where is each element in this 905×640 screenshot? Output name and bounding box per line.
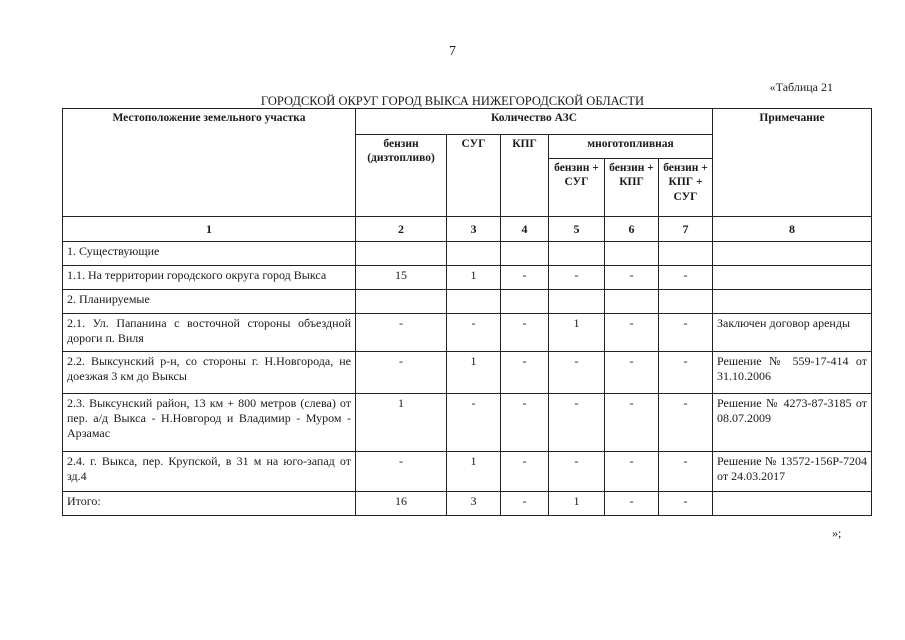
value-cell: 3 xyxy=(447,492,501,516)
total-row xyxy=(63,492,872,516)
location-cell: 1.1. На территории городского округа город Выкса xyxy=(63,266,356,290)
value-cell: - xyxy=(501,492,549,516)
header-count: Количество АЗС xyxy=(356,109,713,135)
section-row-planned xyxy=(63,290,872,314)
note-cell: Решение № 559-17-414 от 31.10.2006 xyxy=(713,352,872,394)
value-cell: 1 xyxy=(549,314,605,352)
value-cell: - xyxy=(356,314,447,352)
value-cell: 1 xyxy=(447,452,501,492)
value-cell: 1 xyxy=(356,394,447,452)
column-number: 8 xyxy=(713,217,872,242)
value-cell: 1 xyxy=(549,492,605,516)
table-title: ГОРОДСКОЙ ОКРУГ ГОРОД ВЫКСА НИЖЕГОРОДСКОЙ ОБЛАСТИ xyxy=(260,94,645,108)
value-cell: - xyxy=(501,352,549,394)
location-cell: 2.2. Выксунский р-н, со стороны г. Н.Новгорода, не доезжая 3 км до Выксы xyxy=(63,352,356,394)
table-row xyxy=(63,266,872,290)
page-number: 7 xyxy=(449,44,456,59)
header-petrol: бензин (дизтопливо) xyxy=(356,135,447,217)
header-note: Примечание xyxy=(713,109,872,217)
table-row xyxy=(63,314,872,352)
table-row xyxy=(63,352,872,394)
value-cell: 1 xyxy=(447,266,501,290)
header-petrol-kpg-sug: бензин + КПГ + СУГ xyxy=(659,159,713,217)
header-petrol-kpg: бензин + КПГ xyxy=(605,159,659,217)
closing-mark: »; xyxy=(832,526,842,540)
table-label: «Таблица 21 xyxy=(769,80,833,94)
value-cell: - xyxy=(356,352,447,394)
value-cell: - xyxy=(447,394,501,452)
value-cell: - xyxy=(549,266,605,290)
section-label: 2. Планируемые xyxy=(63,290,356,314)
value-cell: - xyxy=(501,314,549,352)
value-cell: - xyxy=(659,352,713,394)
value-cell: - xyxy=(501,452,549,492)
value-cell: - xyxy=(549,352,605,394)
value-cell: - xyxy=(659,314,713,352)
location-cell: 2.4. г. Выкса, пер. Крупской, в 31 м на юго-запад от зд.4 xyxy=(63,452,356,492)
value-cell: 1 xyxy=(447,352,501,394)
gas-stations-table xyxy=(62,108,872,516)
value-cell: - xyxy=(659,492,713,516)
value-cell: - xyxy=(605,314,659,352)
note-cell: Решение № 13572-156Р-7204 от 24.03.2017 xyxy=(713,452,872,492)
value-cell: - xyxy=(549,394,605,452)
column-number: 4 xyxy=(501,217,549,242)
value-cell: - xyxy=(605,266,659,290)
note-cell xyxy=(713,492,872,516)
location-cell: 2.3. Выксунский район, 13 км + 800 метров (слева) от пер. а/д Выкса - Н.Новгород и Владимир - Муром - Арзамас xyxy=(63,394,356,452)
section-label: 1. Существующие xyxy=(63,242,356,266)
column-number: 6 xyxy=(605,217,659,242)
header-petrol-sug: бензин + СУГ xyxy=(549,159,605,217)
column-number: 3 xyxy=(447,217,501,242)
note-cell: Заключен договор аренды xyxy=(713,314,872,352)
value-cell: - xyxy=(605,352,659,394)
value-cell: - xyxy=(659,452,713,492)
total-label: Итого: xyxy=(63,492,356,516)
header-location: Местоположение земельного участка xyxy=(63,109,356,217)
column-number: 5 xyxy=(549,217,605,242)
value-cell: - xyxy=(605,492,659,516)
value-cell: - xyxy=(356,452,447,492)
header-sug: СУГ xyxy=(447,135,501,217)
column-number: 7 xyxy=(659,217,713,242)
header-multifuel: многотопливная xyxy=(549,135,713,159)
value-cell: - xyxy=(549,452,605,492)
value-cell: - xyxy=(659,266,713,290)
value-cell: 16 xyxy=(356,492,447,516)
column-number-row xyxy=(63,217,872,242)
column-number: 1 xyxy=(63,217,356,242)
header-kpg: КПГ xyxy=(501,135,549,217)
column-number: 2 xyxy=(356,217,447,242)
note-cell xyxy=(713,266,872,290)
value-cell: - xyxy=(501,394,549,452)
value-cell: - xyxy=(659,394,713,452)
section-row-existing xyxy=(63,242,872,266)
value-cell: - xyxy=(605,452,659,492)
value-cell: - xyxy=(605,394,659,452)
table-row xyxy=(63,394,872,452)
value-cell: - xyxy=(447,314,501,352)
location-cell: 2.1. Ул. Папанина с восточной стороны объездной дороги п. Виля xyxy=(63,314,356,352)
note-cell: Решение № 4273-87-3185 от 08.07.2009 xyxy=(713,394,872,452)
table-row xyxy=(63,452,872,492)
value-cell: - xyxy=(501,266,549,290)
value-cell: 15 xyxy=(356,266,447,290)
